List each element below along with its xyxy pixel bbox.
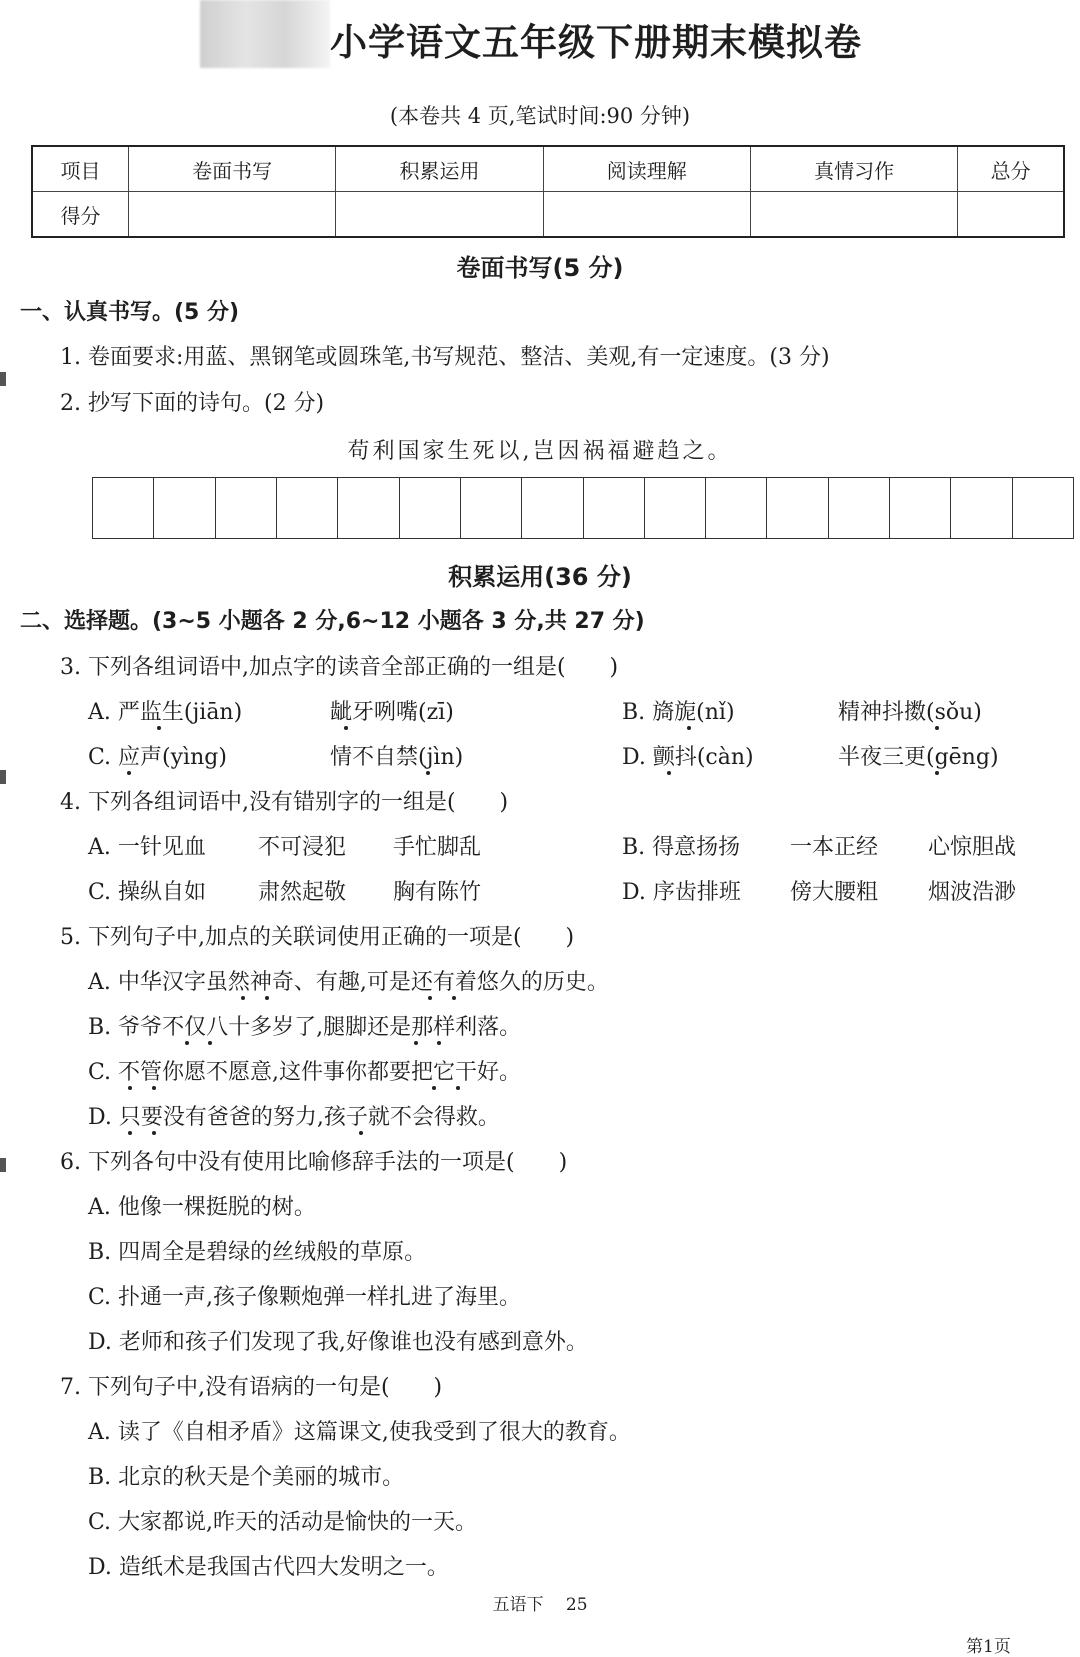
q5-option-d: D. 只要没有爸爸的努力,孩子就不会得救。 bbox=[88, 1105, 500, 1130]
emphasis-dot bbox=[127, 771, 131, 775]
grid-cell[interactable] bbox=[829, 478, 890, 538]
emphasis-dot bbox=[128, 1086, 132, 1090]
grid-cell[interactable] bbox=[951, 478, 1012, 538]
q4-option-a-1: A. 一针见血 bbox=[88, 835, 206, 860]
emphasis-dot bbox=[241, 996, 245, 1000]
header-reading: 阅读理解 bbox=[543, 146, 750, 192]
grid-cell[interactable] bbox=[645, 478, 706, 538]
q5-option-a: A. 中华汉字虽然神奇、有趣,可是还有着悠久的历史。 bbox=[88, 970, 609, 995]
emphasis-dot bbox=[265, 996, 269, 1000]
emphasis-dot bbox=[428, 996, 432, 1000]
part1-item1: 1. 卷面要求:用蓝、黑钢笔或圆珠笔,书写规范、整洁、美观,有一定速度。(3 分) bbox=[60, 345, 830, 370]
section-title-accumulation: 积累运用(36 分) bbox=[448, 563, 632, 591]
q5-stem: 5. 下列句子中,加点的关联词使用正确的一项是( ) bbox=[60, 925, 575, 950]
q3-option-a2: 龇牙咧嘴(zī) bbox=[330, 700, 454, 725]
q6-option-d: D. 老师和孩子们发现了我,好像谁也没有感到意外。 bbox=[88, 1330, 588, 1355]
grid-cell[interactable] bbox=[890, 478, 951, 538]
grid-cell[interactable] bbox=[216, 478, 277, 538]
part1-heading: 一、认真书写。(5 分) bbox=[20, 300, 240, 325]
page-number: 第1页 bbox=[966, 1637, 1011, 1657]
q3-option-c1: C. 应声(yìng) bbox=[88, 745, 227, 770]
emphasis-dot bbox=[157, 726, 161, 730]
page-title: 小学语文五年级下册期末模拟卷 bbox=[330, 21, 862, 64]
emphasis-dot bbox=[208, 1041, 212, 1045]
q4-option-c-3: 胸有陈竹 bbox=[393, 880, 482, 905]
binding-mark bbox=[0, 1158, 6, 1172]
q6-option-c: C. 扑通一声,孩子像颗炮弹一样扎进了海里。 bbox=[88, 1285, 522, 1310]
score-table-header-row bbox=[32, 146, 1064, 192]
q5-option-b: B. 爷爷不仅八十多岁了,腿脚还是那样利落。 bbox=[88, 1015, 522, 1040]
q7-stem: 7. 下列句子中,没有语病的一句是( ) bbox=[60, 1375, 443, 1400]
q3-option-b1: B. 旖旎(nǐ) bbox=[622, 700, 735, 725]
grid-cell[interactable] bbox=[400, 478, 461, 538]
emphasis-dot bbox=[687, 726, 691, 730]
emphasis-dot bbox=[359, 1131, 363, 1135]
grid-cell[interactable] bbox=[277, 478, 338, 538]
q4-stem: 4. 下列各组词语中,没有错别字的一组是( ) bbox=[60, 790, 509, 815]
q7-option-b: B. 北京的秋天是个美丽的城市。 bbox=[88, 1465, 405, 1490]
q3-stem: 3. 下列各组词语中,加点字的读音全部正确的一组是( ) bbox=[60, 655, 619, 680]
q4-option-a-3: 手忙脚乱 bbox=[393, 835, 482, 860]
header-writing: 卷面书写 bbox=[129, 146, 336, 192]
q4-option-d-2: 傍大腰粗 bbox=[790, 880, 879, 905]
grid-cell[interactable] bbox=[584, 478, 645, 538]
header-total: 总分 bbox=[958, 146, 1064, 192]
q4-option-a-2: 不可浸犯 bbox=[258, 835, 347, 860]
q3-option-b2: 精神抖擞(sǒu) bbox=[838, 700, 982, 725]
q4-option-b-1: B. 得意扬扬 bbox=[622, 835, 741, 860]
score-label: 得分 bbox=[32, 192, 129, 238]
score-cell-accumulation[interactable] bbox=[336, 192, 543, 238]
header-item: 项目 bbox=[32, 146, 129, 192]
q4-option-d-1: D. 序齿排班 bbox=[622, 880, 741, 905]
emphasis-dot bbox=[432, 1086, 436, 1090]
q3-option-d2: 半夜三更(gēng) bbox=[838, 745, 999, 770]
emphasis-dot bbox=[128, 1131, 132, 1135]
grid-cell[interactable] bbox=[461, 478, 522, 538]
score-cell-reading[interactable] bbox=[543, 192, 750, 238]
grid-cell[interactable] bbox=[338, 478, 399, 538]
score-cell-total[interactable] bbox=[958, 192, 1064, 238]
emphasis-dot bbox=[414, 1041, 418, 1045]
emphasis-dot bbox=[152, 1086, 156, 1090]
blurred-logo bbox=[200, 0, 330, 68]
score-cell-composition[interactable] bbox=[750, 192, 957, 238]
q3-option-a1: A. 严监生(jiān) bbox=[88, 700, 243, 725]
q7-option-c: C. 大家都说,昨天的活动是愉快的一天。 bbox=[88, 1510, 478, 1535]
emphasis-dot bbox=[935, 726, 939, 730]
binding-mark bbox=[0, 770, 6, 784]
emphasis-dot bbox=[152, 1131, 156, 1135]
binding-mark bbox=[0, 372, 6, 386]
emphasis-dot bbox=[426, 771, 430, 775]
grid-cell[interactable] bbox=[767, 478, 828, 538]
emphasis-dot bbox=[437, 1041, 441, 1045]
grid-cell[interactable] bbox=[706, 478, 767, 538]
emphasis-dot bbox=[344, 726, 348, 730]
header-accumulation: 积累运用 bbox=[336, 146, 543, 192]
section-title-writing: 卷面书写(5 分) bbox=[456, 254, 624, 282]
q3-option-d1: D. 颤抖(càn) bbox=[622, 745, 754, 770]
score-table bbox=[31, 145, 1065, 238]
q6-option-a: A. 他像一棵挺脱的树。 bbox=[88, 1195, 316, 1220]
copy-grid[interactable] bbox=[92, 477, 1074, 539]
part2-heading: 二、选择题。(3~5 小题各 2 分,6~12 小题各 3 分,共 27 分) bbox=[20, 609, 645, 634]
q5-option-c: C. 不管你愿不愿意,这件事你都要把它干好。 bbox=[88, 1060, 522, 1085]
q4-option-c-1: C. 操纵自如 bbox=[88, 880, 207, 905]
emphasis-dot bbox=[452, 996, 456, 1000]
q6-stem: 6. 下列各句中没有使用比喻修辞手法的一项是( ) bbox=[60, 1150, 568, 1175]
score-cell-writing[interactable] bbox=[129, 192, 336, 238]
q7-option-d: D. 造纸术是我国古代四大发明之一。 bbox=[88, 1555, 449, 1580]
emphasis-dot bbox=[456, 1086, 460, 1090]
grid-cell[interactable] bbox=[1013, 478, 1073, 538]
header-composition: 真情习作 bbox=[750, 146, 957, 192]
q4-option-d-3: 烟波浩渺 bbox=[928, 880, 1017, 905]
q6-option-b: B. 四周全是碧绿的丝绒般的草原。 bbox=[88, 1240, 427, 1265]
emphasis-dot bbox=[935, 771, 939, 775]
q4-option-b-3: 心惊胆战 bbox=[928, 835, 1017, 860]
emphasis-dot bbox=[185, 1041, 189, 1045]
part1-item2: 2. 抄写下面的诗句。(2 分) bbox=[60, 391, 325, 416]
exam-info: (本卷共 4 页,笔试时间:90 分钟) bbox=[389, 104, 691, 128]
q7-option-a: A. 读了《自相矛盾》这篇课文,使我受到了很大的教育。 bbox=[88, 1420, 631, 1445]
emphasis-dot bbox=[667, 771, 671, 775]
poem-line: 苟利国家生死以,岂因祸福避趋之。 bbox=[347, 439, 733, 464]
score-table-score-row bbox=[32, 192, 1064, 238]
q3-option-c2: 情不自禁(jìn) bbox=[330, 745, 464, 770]
grid-cell[interactable] bbox=[154, 478, 215, 538]
grid-cell[interactable] bbox=[93, 478, 154, 538]
grid-cell[interactable] bbox=[522, 478, 583, 538]
q4-option-c-2: 肃然起敬 bbox=[258, 880, 347, 905]
q4-option-b-2: 一本正经 bbox=[790, 835, 879, 860]
book-footer: 五语下 25 bbox=[492, 1595, 588, 1615]
